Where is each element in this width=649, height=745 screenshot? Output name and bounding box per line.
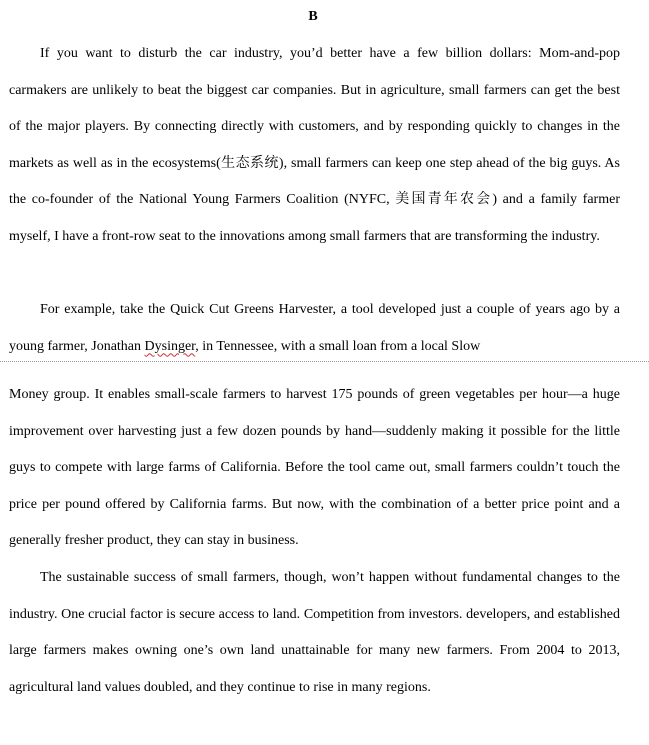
spellcheck-flagged-word[interactable]: Dysinger	[144, 338, 196, 354]
paragraph-3-text: The sustainable success of small farmers, though, won’t happen without fundamental changes to the industry. One crucial factor is secure access to land. Competition from investors. developers, and established large farmers makes owning one’s own land unattainable for many new farmers. From 2004 to 2013, agricultural land values doubled, and they continue to rise in many regions.	[9, 570, 620, 695]
paragraph-1-text: If you want to disturb the car industry, you’d better have a few billion dollars: Mom-and-pop carmakers are unlikely to beat the biggest car companies. But in agriculture, small farmers can get the best of the major players. By connecting directly with customers, and by responding quickly to changes in the markets as well as in the ecosystems(生态系统), small farmers can keep one step ahead of the big guys. As the co-founder of the National Young Farmers Coalition (NYFC, 美国青年农会) and a family farmer myself, I have a front-row seat to the innovations among small farmers that are transforming the industry.	[9, 46, 620, 244]
page-break-divider	[0, 361, 649, 362]
paragraph-2-text-after-name: , in Tennessee, with a small loan from a local Slow	[195, 338, 481, 354]
paragraph-2-text-start: For example, take the Quick Cut Greens Harvester, a tool developed just a couple of years ago by a young farmer, Jonathan	[9, 302, 620, 354]
section-heading: B	[308, 9, 318, 24]
paragraph-1	[9, 36, 620, 255]
paragraph-3	[9, 560, 620, 706]
paragraph-2-text-continued: Money group. It enables small-scale farmers to harvest 175 pounds of green vegetables per hour—a huge improvement over harvesting just a few dozen pounds by hand—suddenly making it possible for the little guys to compete with large farms of California. Before the tool came out, small farmers couldn’t touch the price per pound offered by California farms. But now, with the combination of a better price point and a generally fresher product, they can stay in business.	[9, 387, 620, 548]
paragraph-2-part-1	[9, 292, 620, 365]
paragraph-2-part-2	[9, 377, 620, 560]
